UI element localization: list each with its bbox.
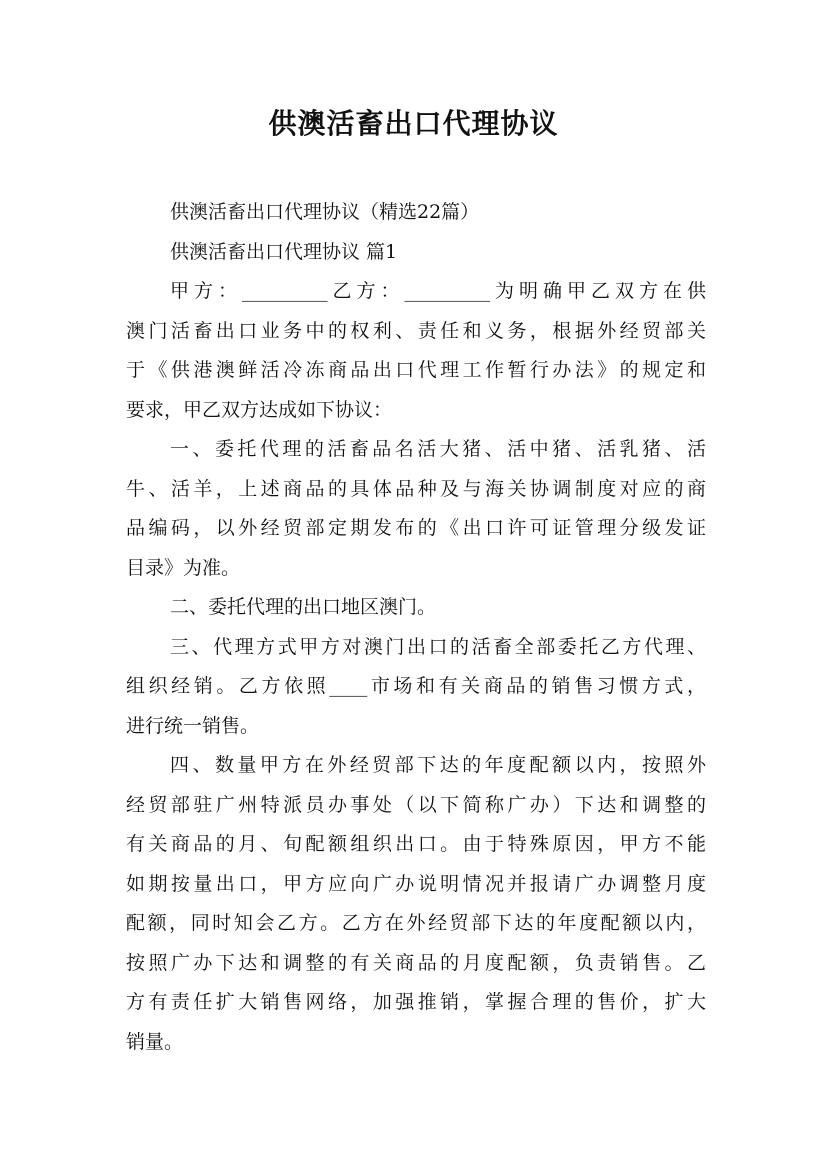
body-text-line: 四、数量甲方在外经贸部下达的年度配额以内，按照外 [170, 754, 706, 776]
body-text-line: 澳门活畜出口业务中的权利、责任和义务，根据外经贸部关 [126, 319, 706, 342]
body-text-line: 方有责任扩大销售网络，加强推销，掌握合理的售价，扩大 [126, 991, 706, 1013]
body-text-line: 供澳活畜出口代理协议 篇1 [170, 240, 398, 263]
body-text-line: 三、代理方式甲方对澳门出口的活畜全部委托乙方代理、 [170, 635, 706, 658]
body-text-line: 二、委托代理的出口地区澳门。 [170, 596, 437, 618]
body-text-line: 按照广办下达和调整的有关商品的月度配额，负责销售。乙 [126, 951, 706, 974]
body-text-line: 组织经销。乙方依照____市场和有关商品的销售习惯方式， [126, 675, 706, 697]
body-text-line: 如期按量出口，甲方应向广办说明情况并报请广办调整月度 [126, 872, 706, 895]
body-text-line: 有关商品的月、旬配额组织出口。由于特殊原因，甲方不能 [126, 833, 706, 855]
body-text-line: 目录》为准。 [126, 556, 241, 579]
body-text-line: 于《供港澳鲜活冷冻商品出口代理工作暂行办法》的规定和 [126, 359, 706, 381]
body-text-line: 经贸部驻广州特派员办事处（以下简称广办）下达和调整的 [126, 793, 706, 816]
document-title: 供澳活畜出口代理协议 [268, 107, 559, 140]
body-text-line: 配额，同时知会乙方。乙方在外经贸部下达的年度配额以内， [126, 912, 706, 934]
body-text-line: 进行统一销售。 [126, 714, 260, 737]
document-body [126, 193, 706, 1062]
body-text-line: 品编码，以外经贸部定期发布的《出口许可证管理分级发证 [126, 517, 706, 539]
body-text-line: 要求，甲乙双方达成如下协议： [126, 398, 393, 421]
body-text-line: 销量。 [126, 1030, 184, 1053]
body-text-line: 甲方：_________乙方：_________为明确甲乙双方在供 [170, 280, 706, 302]
body-text-line: 供澳活畜出口代理协议（精选22篇） [170, 201, 480, 223]
body-text-line: 牛、活羊，上述商品的具体品种及与海关协调制度对应的商 [126, 477, 706, 500]
body-text-line: 一、委托代理的活畜品名活大猪、活中猪、活乳猪、活 [170, 438, 706, 460]
